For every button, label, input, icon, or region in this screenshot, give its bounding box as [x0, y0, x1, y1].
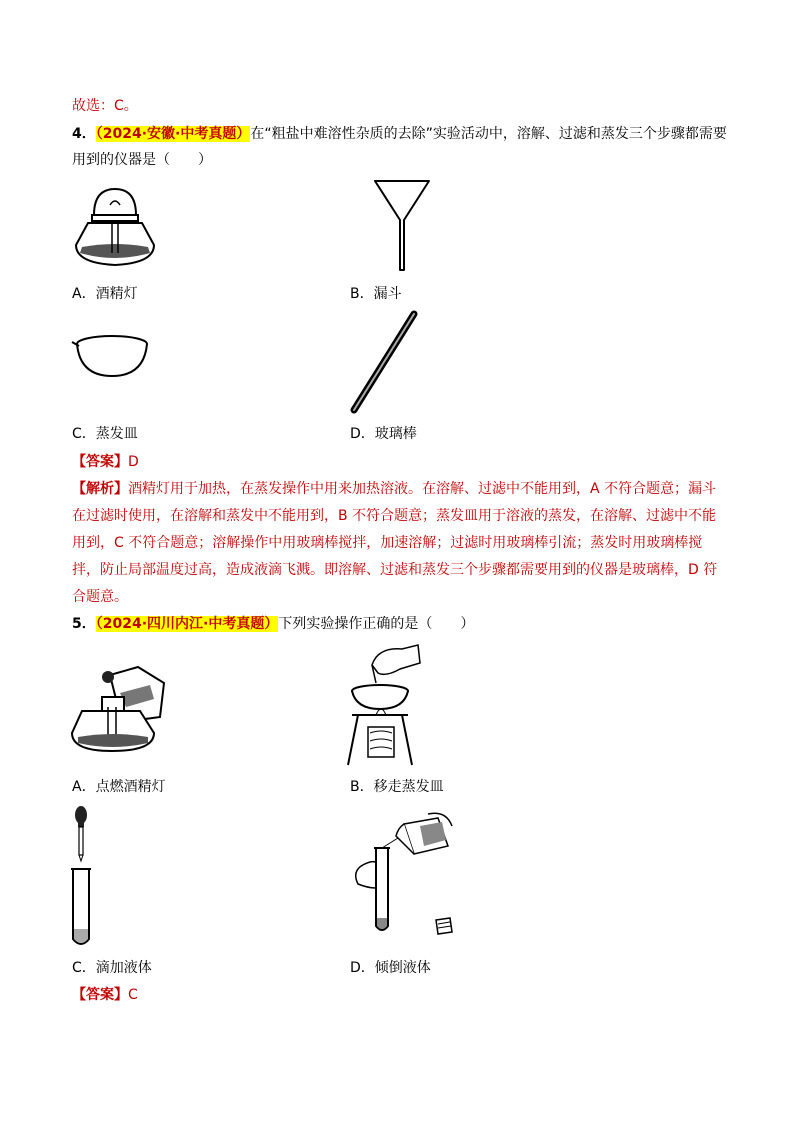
pouring-liquid-icon — [348, 808, 460, 944]
q4-analysis-line4: 拌，防止局部温度过高，造成液滴飞溅。即溶解、过滤和蒸发三个步骤都需要用到的仪器是玻璃棒，D 符 — [72, 562, 718, 578]
q5-source-tag: （2024·四川内江·中考真题） — [95, 616, 279, 632]
q5-answer-value: C — [128, 987, 138, 1003]
q5-option-c: C．滴加液体 — [72, 960, 152, 976]
funnel-figure — [372, 178, 432, 274]
q4-analysis-line5: 合题意。 — [72, 589, 128, 605]
q4-number: 4． — [72, 126, 96, 142]
q5-option-a: A．点燃酒精灯 — [72, 779, 166, 795]
q5-option-d: D．倾倒液体 — [350, 960, 431, 976]
q5-answer-line — [72, 985, 138, 1005]
q4-stem-line1 — [72, 124, 727, 144]
q4-answer-line — [72, 452, 139, 472]
glass-rod-icon — [344, 308, 424, 416]
prev-answer-line: 故选：C。 — [72, 98, 138, 114]
alcohol-lamp-icon — [70, 183, 160, 273]
q5-stem-line — [72, 614, 474, 634]
pouring-liquid-figure — [348, 808, 460, 944]
alcohol-lamp-figure — [70, 183, 160, 273]
q4-source-tag: （2024·安徽·中考真题） — [95, 126, 251, 142]
q5-option-b: B．移走蒸发皿 — [350, 779, 444, 795]
evaporating-dish-figure — [70, 332, 150, 380]
q5-number: 5． — [72, 616, 96, 632]
remove-dish-icon — [342, 643, 422, 767]
remove-dish-figure — [342, 643, 422, 767]
q4-analysis-line3: 用到，C 不符合题意；溶解操作中用玻璃棒搅拌，加速溶解；过滤时用玻璃棒引流；蒸发时用玻璃棒搅 — [72, 535, 703, 551]
q4-stem-line2: 用到的仪器是（ ） — [72, 152, 212, 168]
funnel-icon — [372, 178, 432, 274]
dropper-tube-icon — [66, 805, 96, 950]
q4-answer-value: D — [128, 454, 139, 470]
q4-option-a: A．酒精灯 — [72, 286, 138, 302]
q5-answer-tag: 【答案】 — [72, 987, 128, 1003]
evaporating-dish-icon — [70, 332, 150, 380]
q4-analysis-tag: 【解析】 — [72, 481, 128, 497]
q4-analysis-line1: 【解析】酒精灯用于加热，在蒸发操作中用来加热溶液。在溶解、过滤中不能用到，A 不符合题意；漏斗 — [72, 481, 717, 497]
q5-stem-text: 下列实验操作正确的是（ ） — [278, 616, 475, 632]
q4-option-d: D．玻璃棒 — [350, 426, 417, 442]
q4-option-b: B．漏斗 — [350, 286, 402, 302]
q4-analysis-line2: 在过滤时使用，在溶解和蒸发中不能用到，B 不符合题意；蒸发皿用于溶液的蒸发，在溶解、过滤中不能 — [72, 508, 717, 524]
lighting-lamp-icon — [68, 655, 168, 755]
dropper-tube-figure — [66, 805, 96, 950]
q4-option-c: C．蒸发皿 — [72, 426, 138, 442]
glass-rod-figure — [344, 308, 424, 416]
q4-answer-tag: 【答案】 — [72, 454, 128, 470]
q4-stem-text: 在“粗盐中难溶性杂质的去除”实验活动中，溶解、过滤和蒸发三个步骤都需要 — [250, 126, 727, 142]
lighting-lamp-figure — [68, 655, 168, 755]
